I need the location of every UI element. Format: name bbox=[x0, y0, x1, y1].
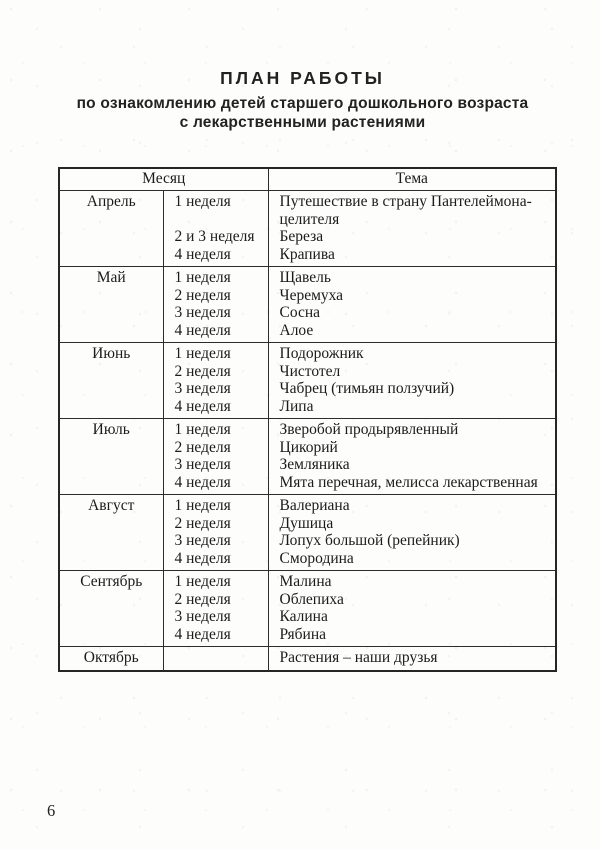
theme-label: Липа bbox=[279, 397, 314, 415]
theme-label: Смородина bbox=[279, 549, 354, 567]
theme-label: Рябина bbox=[279, 625, 327, 643]
theme-label: Цикорий bbox=[279, 438, 338, 456]
theme-label: Земляника bbox=[279, 456, 350, 473]
week-label: 1 неделя bbox=[174, 573, 231, 590]
week-label: 3 неделя bbox=[174, 304, 231, 321]
theme-cell bbox=[268, 571, 556, 647]
theme-label: Мята перечная, мелисса лекарственная bbox=[279, 473, 538, 491]
week-cell bbox=[163, 571, 268, 647]
table-header-row bbox=[59, 168, 556, 191]
theme-cell bbox=[268, 647, 556, 671]
week-label: 4 неделя bbox=[174, 549, 231, 567]
week-label: 1 неделя bbox=[174, 497, 231, 514]
theme-cell bbox=[268, 495, 556, 571]
month-label: Май bbox=[96, 269, 126, 286]
month-label: Июнь bbox=[92, 345, 131, 362]
week-label: 4 неделя bbox=[174, 625, 231, 643]
month-cell bbox=[59, 191, 163, 267]
month-cell bbox=[59, 343, 163, 419]
table-row bbox=[59, 495, 556, 571]
week-label: 4 неделя bbox=[174, 321, 231, 339]
table-row bbox=[59, 343, 556, 419]
week-cell bbox=[163, 419, 268, 495]
theme-label: Лопух большой (репейник) bbox=[279, 532, 460, 549]
theme-cell bbox=[268, 267, 556, 343]
week-cell bbox=[163, 267, 268, 343]
week-label: 1 неделя bbox=[174, 421, 231, 438]
week-label: 2 неделя bbox=[174, 362, 231, 380]
week-label: 4 неделя bbox=[174, 245, 231, 263]
theme-cell bbox=[268, 343, 556, 419]
table-row bbox=[59, 571, 556, 647]
week-label: 2 неделя bbox=[174, 590, 231, 608]
document-title: ПЛАН РАБОТЫ bbox=[220, 68, 385, 88]
week-label: 4 неделя bbox=[174, 473, 231, 491]
theme-label: Алое bbox=[279, 321, 314, 339]
theme-label: Чабрец (тимьян ползучий) bbox=[279, 380, 455, 397]
week-label: 1 неделя bbox=[174, 269, 231, 286]
theme-label: Береза bbox=[279, 228, 324, 245]
theme-label: Валериана bbox=[279, 497, 350, 514]
theme-cell bbox=[268, 419, 556, 495]
week-label: 1 неделя bbox=[174, 345, 231, 362]
theme-label: Душица bbox=[279, 514, 334, 532]
theme-label: Калина bbox=[279, 608, 328, 625]
table-body bbox=[59, 191, 556, 671]
week-label: 1 неделя bbox=[174, 193, 231, 210]
column-header-month: Месяц bbox=[59, 168, 268, 191]
week-label: 3 неделя bbox=[174, 608, 231, 625]
month-cell bbox=[59, 571, 163, 647]
work-plan-table bbox=[58, 167, 557, 672]
month-label: Октябрь bbox=[83, 649, 139, 666]
table-row bbox=[59, 419, 556, 495]
page-number: 6 bbox=[47, 801, 56, 820]
theme-label: Малина bbox=[279, 573, 332, 590]
week-label: 2 неделя bbox=[174, 286, 231, 304]
document-subtitle-line2: с лекарственными растениями bbox=[179, 113, 426, 131]
week-label bbox=[164, 649, 268, 667]
table-row bbox=[59, 267, 556, 343]
theme-label: целителя bbox=[279, 210, 340, 228]
table-row bbox=[59, 191, 556, 267]
month-label: Июль bbox=[92, 421, 130, 438]
month-cell bbox=[59, 647, 163, 671]
week-cell bbox=[163, 191, 268, 267]
theme-label: Крапива bbox=[279, 245, 335, 263]
month-label: Сентябрь bbox=[80, 573, 143, 590]
week-cell bbox=[163, 647, 268, 671]
theme-label: Путешествие в страну Пантелеймона- bbox=[279, 193, 532, 210]
theme-label: Щавель bbox=[279, 269, 331, 286]
month-label: Апрель bbox=[86, 193, 136, 210]
document-subtitle-line1: по ознакомлению детей старшего дошкольного возраста bbox=[76, 95, 529, 112]
document-heading bbox=[30, 68, 575, 132]
week-cell bbox=[163, 495, 268, 571]
week-label: 3 неделя bbox=[174, 456, 231, 473]
table-row bbox=[59, 647, 556, 671]
month-label: Август bbox=[88, 497, 135, 514]
theme-label: Черемуха bbox=[279, 286, 344, 304]
week-cell bbox=[163, 343, 268, 419]
week-label: 2 неделя bbox=[174, 514, 231, 532]
month-cell bbox=[59, 267, 163, 343]
month-cell bbox=[59, 419, 163, 495]
theme-label: Зверобой продырявленный bbox=[279, 421, 459, 438]
theme-label: Чистотел bbox=[279, 362, 341, 380]
theme-label: Растения – наши друзья bbox=[279, 649, 438, 666]
column-header-theme: Тема bbox=[268, 168, 556, 191]
week-label: 2 и 3 неделя bbox=[174, 228, 255, 245]
month-cell bbox=[59, 495, 163, 571]
week-label: 2 неделя bbox=[174, 438, 231, 456]
theme-label: Сосна bbox=[279, 304, 321, 321]
theme-label: Облепиха bbox=[279, 590, 344, 608]
theme-label: Подорожник bbox=[279, 345, 364, 362]
week-label: 3 неделя bbox=[174, 380, 231, 397]
week-label: 3 неделя bbox=[174, 532, 231, 549]
week-label: 4 неделя bbox=[174, 397, 231, 415]
week-label bbox=[164, 211, 268, 229]
theme-cell bbox=[268, 191, 556, 267]
